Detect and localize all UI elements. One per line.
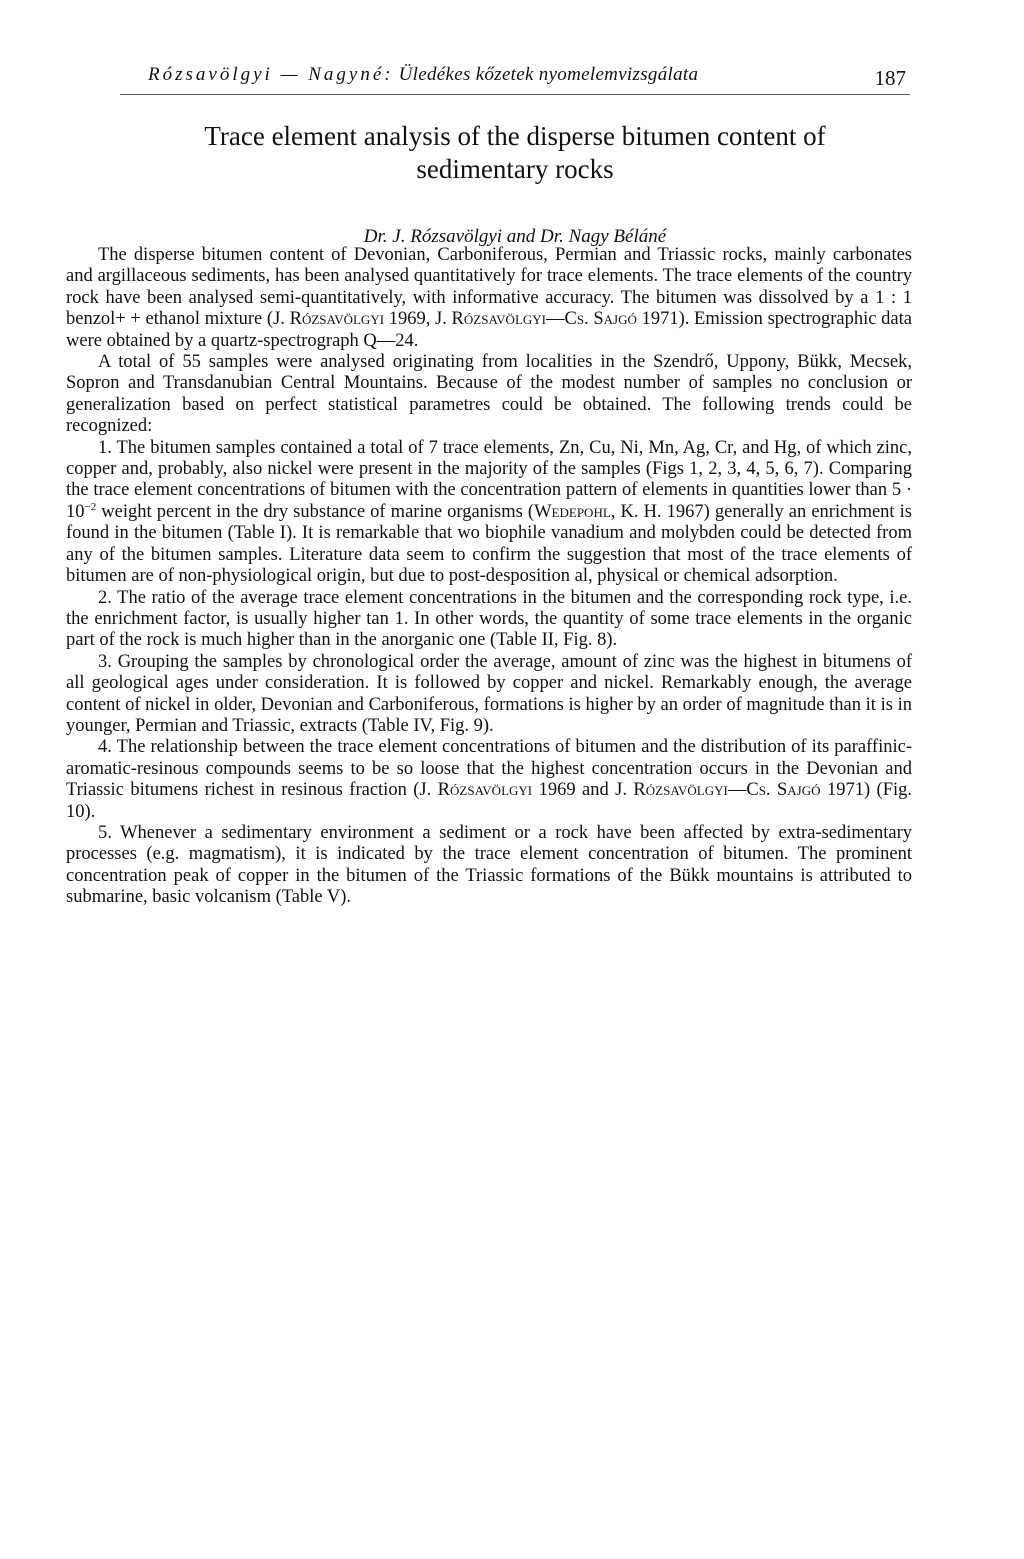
citation-rozsavolgyi-1969: J. Rózsavölgyi [273, 309, 385, 330]
paragraph-point-5: 5. Whenever a sedimentary environment a sediment or a rock have been affected by extra-sedimentary processes (e.g. magmatism), it is indicated by the trace element concentration of bitumen. The prominent concentration peak of copper in the bitumen of the Triassic formations of the Bükk mountains is attributed to submarine, basic volcanism (Table V). [66, 822, 912, 908]
point-1c-text: , K. H. 1967) generally an enrichment is found in the bitumen (Table I). It is remarkable that wo biophile vanadium and molybden could be detected from any of the bitumen samples. Literature data seem to confirm the suggestion that most of the trace elements of bitumen are of non-physiological origin, but due to post-desposition al, physical or chemical adsorption. [66, 501, 912, 587]
article-authors: Dr. J. Rózsavölgyi and Dr. Nagy Béláné [363, 226, 667, 247]
citation-rozsavolgyi-sajgo-1971-b: J. Rózsavölgyi—Cs. Sajgó [615, 780, 821, 801]
article-title-line-1: Trace element analysis of the disperse bitumen content of [204, 121, 826, 151]
article-title-line-2: sedimentary rocks [416, 154, 614, 184]
citation-rozsavolgyi-1969-b: J. Rózsavölgyi [419, 780, 533, 801]
paragraph-point-2: 2. The ratio of the average trace element concentrations in the bitumen and the corresponding rock type, i.e. the enrichment factor, is usually higher tan 1. In other words, the quantity of some trace elements in the organic part of the rock is much higher than in the anorganic one (Table II, Fig. 8). [66, 587, 912, 651]
point-1b-text: weight percent in the dry substance of marine organisms ( [96, 501, 535, 522]
paragraph-point-3: 3. Grouping the samples by chronological order the average, amount of zinc was the highest in bitumens of all geological ages under consideration. It is followed by copper and nickel. Remarkably enough, the average content of nickel in older, Devonian and Carboniferous, formations is higher by an order of magnitude than it is in younger, Permian and Triassic, extracts (Table IV, Fig. 9). [66, 651, 912, 736]
intro-1-text: The disperse bitumen content of Devonian, Carboniferous, Permian and Triassic rocks, mainly carbonates and argillaceous sediments, has been analysed quantitatively for trace elements. The trace elements of the country rock have been analysed semi-quantitatively, with informative accuracy. The bitumen was dissolved by a 1 : 1 benzol+ + ethanol mixture ( [66, 245, 912, 330]
running-head [120, 62, 910, 95]
article-title [100, 120, 930, 186]
paragraph-intro-2: A total of 55 samples were analysed originating from localities in the Szendrő, Uppony, Bükk, Mecsek, Sopron and Transdanubian Central Mountains. Because of the modest number of samples no conclusion or generalization based on perfect statistical parametres could be obtained. The following trends could be recognized: [66, 352, 912, 437]
citation-rozsavolgyi-sajgo-1971: J. Rózsavölgyi—Cs. Sajgó [435, 309, 637, 330]
citation-wedepohl: Wedepohl [534, 501, 611, 522]
running-head-authors: Rózsavölgyi — Nagyné: [148, 64, 394, 85]
exponent: −2 [84, 500, 97, 513]
point-1a-text: 1. The bitumen samples contained a total of 7 trace elements, Zn, Cu, Ni, Mn, Ag, Cr, and Hg, of which zinc, copper and, probably, also nickel were present in the majority of the samples (Figs 1, 2, 3, 4, 5, 6, 7). Comparing the trace element concentrations of bitumen with the concentration pattern of elements in quantities lower than 5 · 10 [66, 437, 912, 522]
paragraph-intro-1 [66, 245, 912, 352]
running-head-title: Üledékes kőzetek nyomelemvizsgálata [398, 64, 699, 85]
article-body [66, 245, 912, 909]
point-4a-text: 4. The relationship between the trace element concentrations of bitumen and the distribution of its paraffinic-aromatic-resinous compounds seems to be so loose that the highest concentration occurs in the Devonian and Triassic bitumens richest in resinous fraction ( [66, 737, 912, 801]
point-4b-text: 1969 and [532, 780, 616, 801]
intro-1c-text: 1971). Emission spectrographic data were obtained by a quartz-spectrograph Q—24. [66, 309, 912, 351]
page-number: 187 [874, 66, 906, 90]
intro-1b-text: 1969, [384, 309, 436, 330]
paragraph-point-4 [66, 737, 912, 823]
paragraph-point-1 [66, 438, 912, 588]
running-head-text [148, 64, 698, 86]
point-4c-text: 1971) (Fig. 10). [66, 780, 912, 822]
